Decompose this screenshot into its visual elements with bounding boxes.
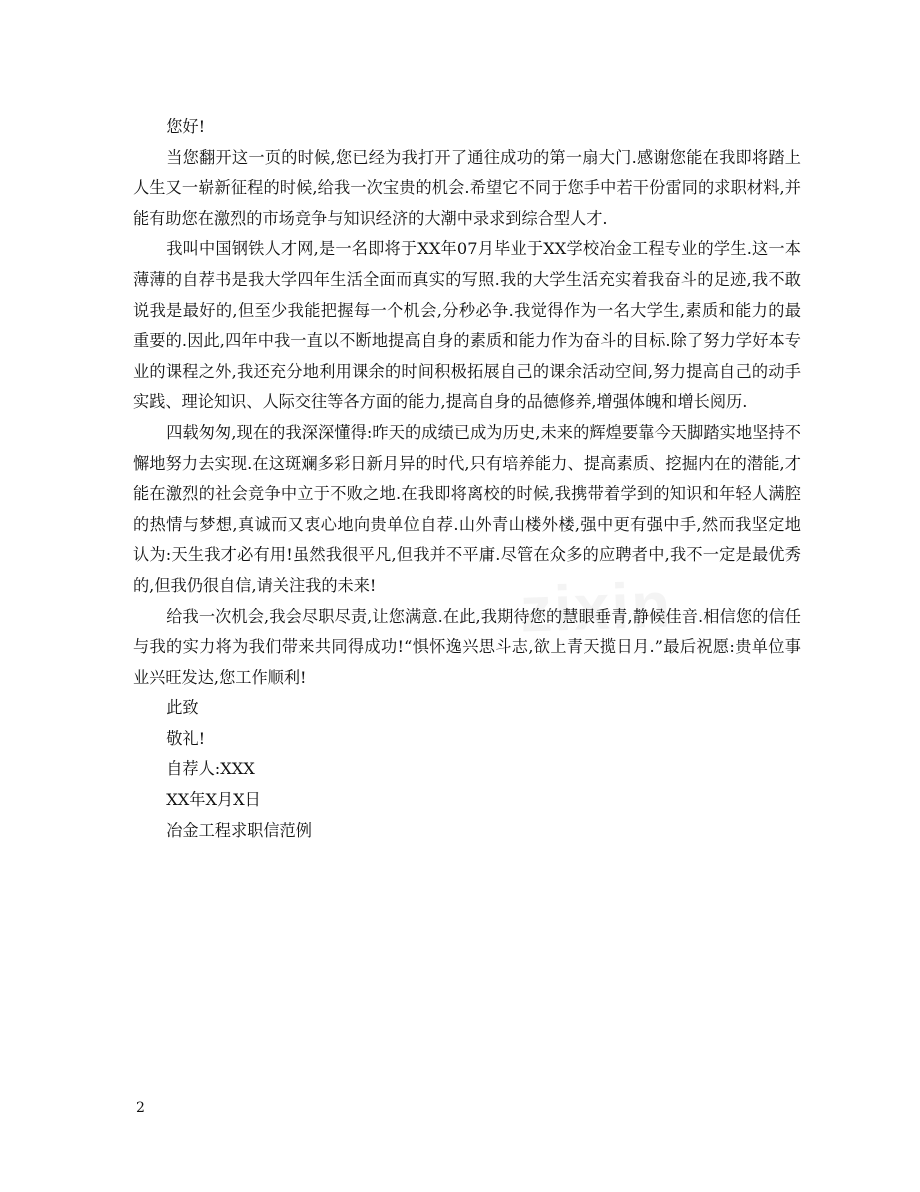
paragraph-3: 四载匆匆,现在的我深深懂得:昨天的成绩已成为历史,未来的辉煌要靠今天脚踏实地坚持不懈地努力去实现.在这斑斓多彩日新月异的时代,只有培养能力、提高素质、挖掘内在的潜能,才能在激烈的社会竞争中立于不败之地.在我即将离校的时候,我携带着学到的知识和年轻人满腔的热情与梦想,真诚而又衷心地向贵单位自荐.山外青山楼外楼,强中更有强中手,然而我坚定地认为:天生我才必有用!虽然我很平凡,但我并不平庸.尽管在众多的应聘者中,我不一定是最优秀的,但我仍很自信,请关注我的未来! [133,422,801,595]
page-number: 2 [136,1100,145,1116]
paragraph-2: 我叫中国钢铁人才网,是一名即将于XX年07月毕业于XX学校冶金工程专业的学生.这一本薄薄的自荐书是我大学四年生活全面而真实的写照.我的大学生活充实着我奋斗的足迹,我不敢说我是最好的,但至少我能把握每一个机会,分秒必争.我觉得作为一名大学生,素质和能力的最重要的.因此,四年中我一直以不断地提高自身的素质和能力作为奋斗的目标.除了努力学好本专业的课程之外,我还充分地利用课余的时间积极拓展自己的课余活动空间,努力提高自己的动手实践、理论知识、人际交往等各方面的能力,提高自身的品德修养,增强体魄和增长阅历. [133,239,801,412]
closing-line-2: 敬礼! [166,728,206,748]
signer-line: 自荐人:XXX [166,759,255,779]
letter-body [133,112,801,846]
greeting: 您好! [166,117,206,136]
paragraph-1: 当您翻开这一页的时候,您已经为我打开了通往成功的第一扇大门.感谢您能在我即将踏上人生又一崭新征程的时候,给我一次宝贵的机会.希望它不同于您手中若干份雷同的求职材料,并能有助您在激烈的市场竞争与知识经济的大潮中录求到综合型人才. [133,147,801,228]
paragraph-4: 给我一次机会,我会尽职尽责,让您满意.在此,我期待您的慧眼垂青,静候佳音.相信您的信任与我的实力将为我们带来共同得成功!“惧怀逸兴思斗志,欲上青天揽日月.”最后祝愿:贵单位事业兴旺发达,您工作顺利! [133,606,801,687]
closing-line-1: 此致 [166,698,199,718]
next-section-title: 冶金工程求职信范例 [166,820,312,840]
date-line: XX年X月X日 [166,790,261,810]
